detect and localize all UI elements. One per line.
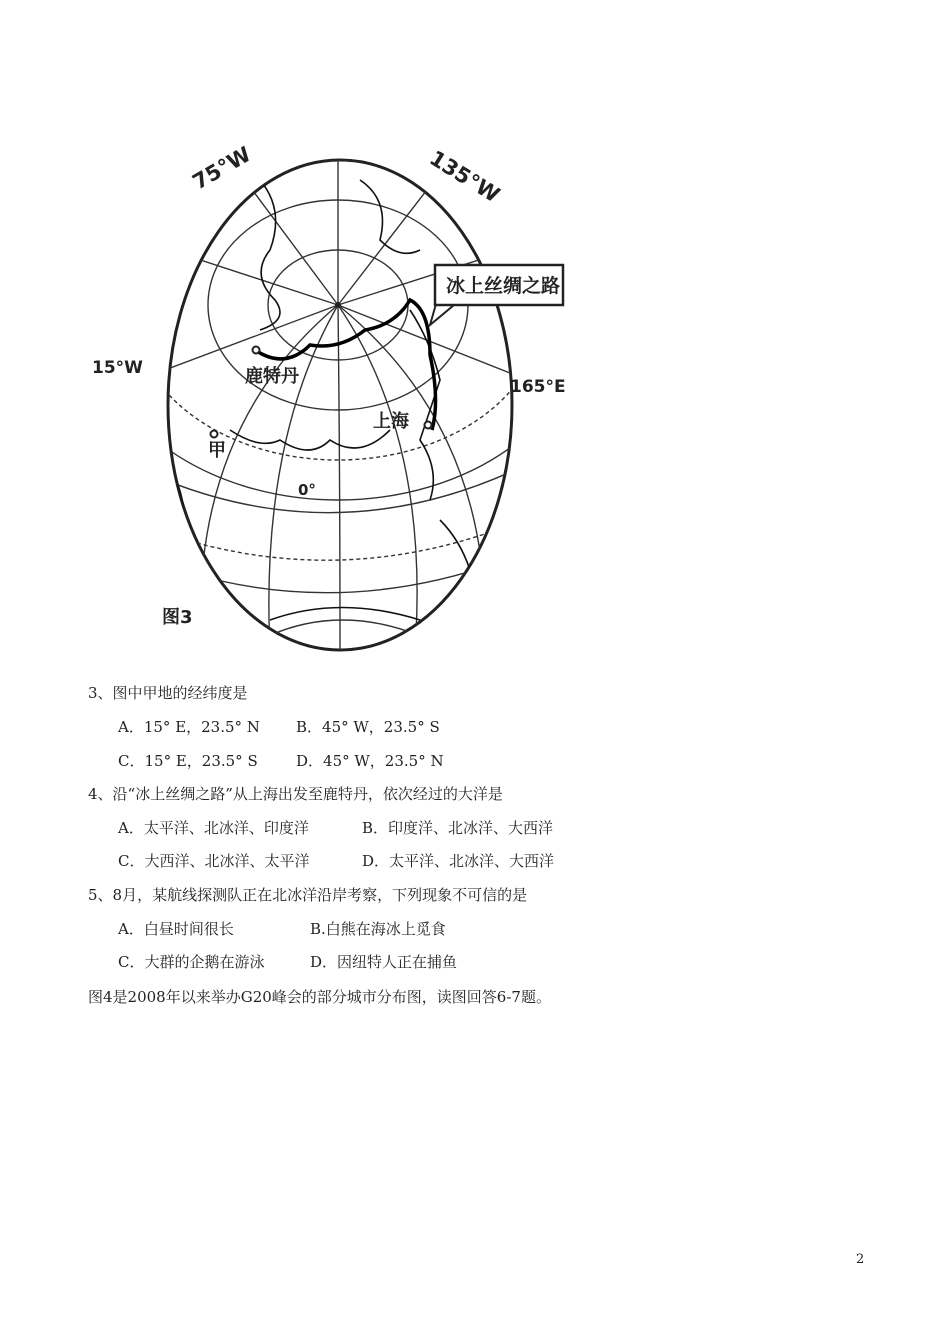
label-shanghai: 上海 <box>373 411 409 432</box>
point-jia-marker <box>211 431 218 438</box>
label-75w: 75°W <box>188 142 255 195</box>
coastline <box>260 180 280 330</box>
question-5-option-d: D．因纽特人正在捕鱼 <box>310 953 458 971</box>
coastline <box>360 180 420 253</box>
question-3-option-c: C．15° E，23.5° S <box>118 752 258 770</box>
label-equator-0: 0° <box>298 481 316 499</box>
question-5-option-b: B.白熊在海冰上觅食 <box>310 920 446 938</box>
question-3-option-b: B．45° W，23.5° S <box>296 718 440 736</box>
question-3-stem: 3、图中甲地的经纬度是 <box>88 684 248 702</box>
question-4-option-a: A．太平洋、北冰洋、印度洋 <box>118 819 309 837</box>
figure-caption: 图3 <box>162 607 193 628</box>
question-4-stem: 4、沿“冰上丝绸之路”从上海出发至鹿特丹，依次经过的大洋是 <box>88 785 503 803</box>
label-165e: 165°E <box>510 377 566 397</box>
shanghai-marker <box>425 422 432 429</box>
meridian <box>338 160 450 305</box>
meridian <box>338 305 340 650</box>
north-pole <box>335 302 341 308</box>
question-3-option-a: A．15° E，23.5° N <box>118 718 260 736</box>
label-15w: 15°W <box>92 358 143 378</box>
meridian <box>170 250 338 305</box>
question-3-option-d: D．45° W，23.5° N <box>296 752 444 770</box>
question-5-option-a: A．白昼时间很长 <box>118 920 234 938</box>
question-4-option-b: B．印度洋、北冰洋、大西洋 <box>362 819 554 837</box>
meridian <box>165 305 338 370</box>
question-5-option-c: C．大群的企鹅在游泳 <box>118 953 265 971</box>
rotterdam-marker <box>253 347 260 354</box>
page-number: 2 <box>856 1252 865 1267</box>
figure-4-intro: 图4是2008年以来举办G20峰会的部分城市分布图，读图回答6-7题。 <box>88 988 551 1006</box>
question-4-option-c: C．大西洋、北冰洋、太平洋 <box>118 852 310 870</box>
label-135w: 135°W <box>425 145 504 208</box>
question-4-option-d: D．太平洋、北冰洋、大西洋 <box>362 852 555 870</box>
world-map-figure <box>92 140 600 650</box>
question-5-stem: 5、8月，某航线探测队正在北冰洋沿岸考察，下列现象不可信的是 <box>88 886 528 904</box>
coastline <box>440 520 490 573</box>
label-rotterdam: 鹿特丹 <box>245 366 299 387</box>
meridian <box>269 305 338 650</box>
meridian <box>338 305 485 610</box>
meridian <box>338 305 417 650</box>
meridian <box>230 160 338 305</box>
coastline <box>170 470 183 540</box>
coastline <box>270 608 420 621</box>
callout-label: 冰上丝绸之路 <box>446 275 561 297</box>
label-jia: 甲 <box>208 440 226 461</box>
